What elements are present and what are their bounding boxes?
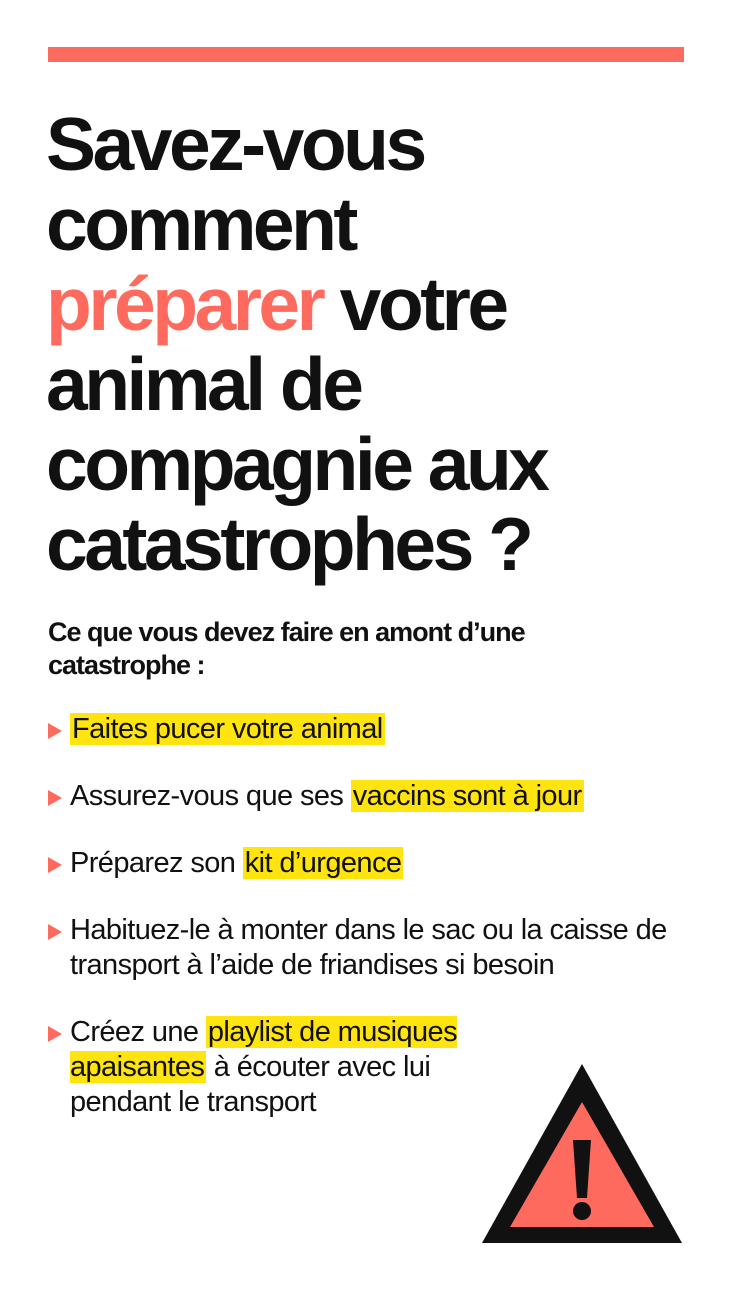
triangle-bullet-icon <box>48 1026 62 1042</box>
item-highlight: vaccins sont à jour <box>352 780 582 812</box>
item-text: Préparez son <box>70 847 243 879</box>
item-text-after: à écouter avec lui pendant le transport <box>70 1051 431 1118</box>
headline-line-1: Savez-vous <box>46 102 424 186</box>
headline-accent-word: préparer <box>46 262 323 346</box>
item-text: Assurez-vous que ses <box>70 780 351 812</box>
list-item <box>48 1015 510 1120</box>
headline-line-2: comment <box>46 182 355 266</box>
headline-line-6: catastrophes ? <box>46 502 531 586</box>
page-title <box>46 104 706 584</box>
headline-line-3 <box>46 264 706 344</box>
headline-line-5: compagnie aux <box>46 422 547 506</box>
item-text: Créez une <box>70 1016 206 1048</box>
item-highlight: kit d’urgence <box>244 847 402 879</box>
headline-line-3-rest: votre <box>322 262 506 346</box>
subheading: Ce que vous devez faire en amont d’une catastrophe : <box>48 617 525 680</box>
list-item <box>48 779 688 814</box>
list-item <box>48 846 688 881</box>
list-item <box>48 712 688 747</box>
item-text: Habituez-le à monter dans le sac ou la caisse de transport à l’aide de friandises si besoin <box>70 914 667 981</box>
triangle-bullet-icon <box>48 857 62 873</box>
top-accent-bar <box>48 47 684 62</box>
headline-line-4: animal de <box>46 342 361 426</box>
warning-icon <box>478 1060 686 1246</box>
triangle-bullet-icon <box>48 790 62 806</box>
triangle-bullet-icon <box>48 723 62 739</box>
checklist <box>48 712 688 1120</box>
list-item <box>48 913 688 983</box>
item-highlight: playlist de musiques apaisantes <box>70 1016 457 1083</box>
triangle-bullet-icon <box>48 924 62 940</box>
item-highlight: Faites pucer votre animal <box>72 713 383 745</box>
